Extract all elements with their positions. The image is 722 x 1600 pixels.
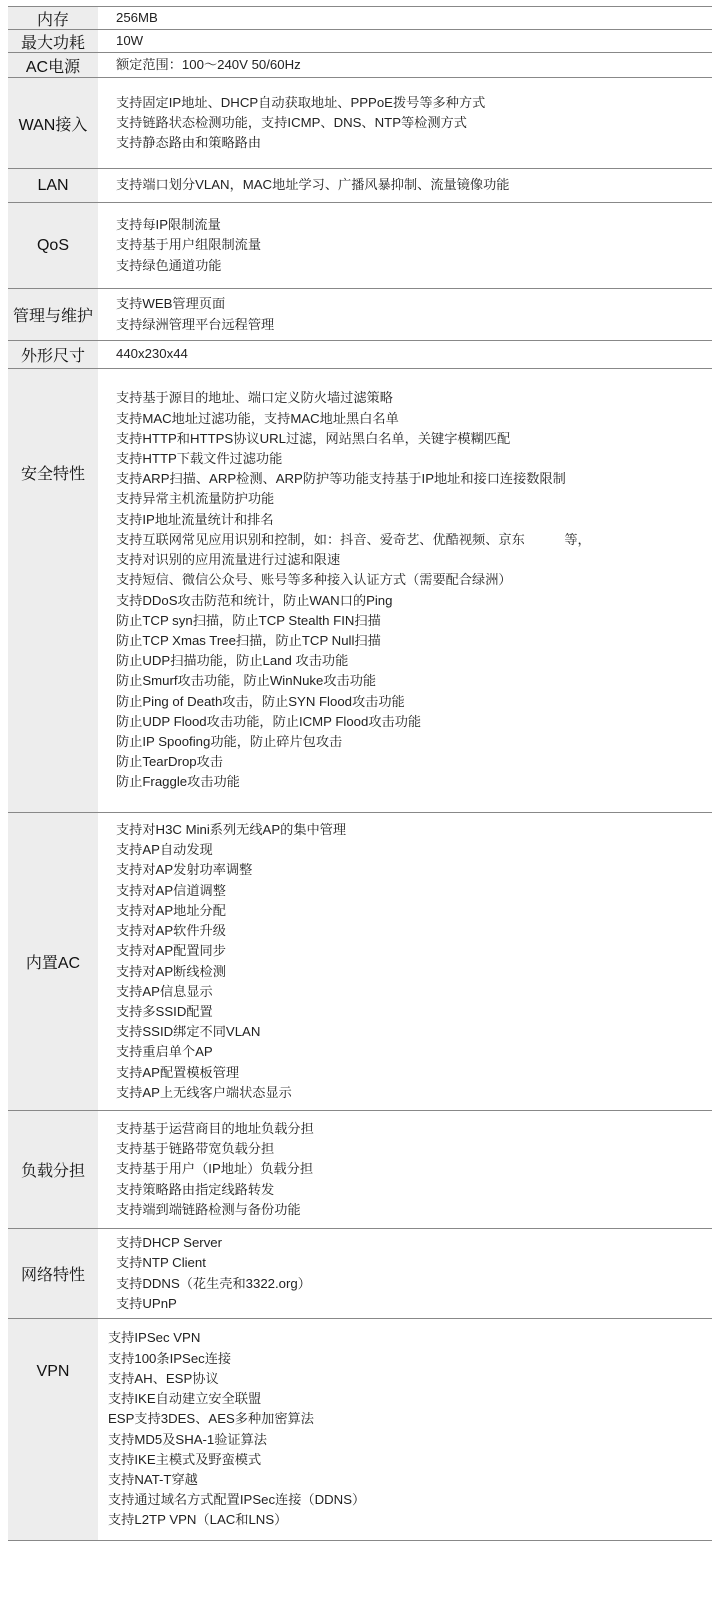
value-line: 支持IKE自动建立安全联盟 <box>108 1391 262 1407</box>
row-label: 负载分担 <box>8 1111 98 1228</box>
value-line: 支持MAC地址过滤功能，支持MAC地址黑白名单 <box>116 410 399 426</box>
value-line: 支持NTP Client <box>116 1255 206 1271</box>
value-line: 支持多SSID配置 <box>116 1003 213 1019</box>
table-top-edge <box>8 0 712 7</box>
value-line: 防止TCP Xmas Tree扫描，防止TCP Null扫描 <box>116 632 381 648</box>
row-label: 外形尺寸 <box>8 341 98 368</box>
value-line: 防止TearDrop攻击 <box>116 754 223 770</box>
value-line: 支持DDoS攻击防范和统计，防止WAN口的Ping <box>116 592 393 608</box>
value-line: 支持对AP配置同步 <box>116 943 226 959</box>
row-value <box>98 341 712 368</box>
row-value <box>98 1111 712 1228</box>
value-line: 支持AP自动发现 <box>116 842 213 858</box>
row-value <box>98 1319 712 1540</box>
table-row <box>8 1319 712 1541</box>
table-row <box>8 7 712 30</box>
table-row <box>8 369 712 813</box>
row-label: LAN <box>8 169 98 202</box>
value-line: 支持基于链路带宽负载分担 <box>116 1141 275 1157</box>
value-line: 支持对识别的应用流量进行过滤和限速 <box>116 552 341 568</box>
value-line: 支持HTTP和HTTPS协议URL过滤，网站黑白名单，关键字模糊匹配 <box>116 430 511 446</box>
value-line: 支持ARP扫描、ARP检测、ARP防护等功能支持基于IP地址和接口连接数限制 <box>116 471 566 487</box>
value-line: 支持异常主机流量防护功能 <box>116 491 275 507</box>
value-line: 防止IP Spoofing功能，防止碎片包攻击 <box>116 733 343 749</box>
table-row <box>8 289 712 341</box>
row-label: 最大功耗 <box>8 30 98 52</box>
value-line: 防止UDP扫描功能，防止Land 攻击功能 <box>116 653 349 669</box>
value-line: 支持IPSec VPN <box>108 1330 201 1346</box>
row-value <box>98 30 712 52</box>
value-line: 额定范围：100～240V 50/60Hz <box>116 56 301 72</box>
table-row <box>8 1111 712 1229</box>
value-line: 支持端到端链路检测与备份功能 <box>116 1201 301 1217</box>
value-line: 支持基于源目的地址、端口定义防火墙过滤策略 <box>116 390 393 406</box>
value-line: 防止Ping of Death攻击，防止SYN Flood攻击功能 <box>116 693 405 709</box>
value-line: 支持短信、微信公众号、账号等多种接入认证方式（需要配合绿洲） <box>116 572 512 588</box>
row-value <box>98 169 712 202</box>
row-label: QoS <box>8 203 98 288</box>
value-line: 防止Fraggle攻击功能 <box>116 774 240 790</box>
table-row <box>8 30 712 53</box>
row-label: 安全特性 <box>8 369 98 812</box>
value-line: 支持对AP断线检测 <box>116 963 226 979</box>
value-line: 支持每IP限制流量 <box>116 217 221 233</box>
row-value <box>98 53 712 77</box>
value-line: 支持对AP软件升级 <box>116 923 226 939</box>
value-line: 256MB <box>116 9 158 25</box>
value-line: 支持对AP地址分配 <box>116 902 226 918</box>
value-line: 支持绿色通道功能 <box>116 257 222 273</box>
row-label: 内置AC <box>8 813 98 1110</box>
value-line: 支持基于用户组限制流量 <box>116 237 262 253</box>
table-row <box>8 203 712 289</box>
row-value <box>98 289 712 340</box>
value-line: 支持AP信息显示 <box>116 983 213 999</box>
row-value <box>98 369 712 812</box>
value-line: 防止Smurf攻击功能，防止WinNuke攻击功能 <box>116 673 377 689</box>
value-line: 支持固定IP地址、DHCP自动获取地址、PPPoE拨号等多种方式 <box>116 94 486 110</box>
value-line: 支持链路状态检测功能，支持ICMP、DNS、NTP等检测方式 <box>116 114 467 130</box>
spec-table <box>8 0 712 1541</box>
value-line: 支持端口划分VLAN，MAC地址学习、广播风暴抑制、流量镜像功能 <box>116 177 510 193</box>
table-row <box>8 169 712 203</box>
value-line: 支持IKE主模式及野蛮模式 <box>108 1451 262 1467</box>
value-line: 防止TCP syn扫描，防止TCP Stealth FIN扫描 <box>116 612 381 628</box>
value-line: 支持互联网常见应用识别和控制，如：抖音、爱奇艺、优酷视频、京东 等， <box>116 531 591 547</box>
value-line: 10W <box>116 32 144 48</box>
value-line: 支持AP上无线客户端状态显示 <box>116 1084 292 1100</box>
value-line: 支持策略路由指定线路转发 <box>116 1181 275 1197</box>
value-line: 支持HTTP下载文件过滤功能 <box>116 451 283 467</box>
value-line: 支持100条IPSec连接 <box>108 1350 232 1366</box>
row-label: AC电源 <box>8 53 98 77</box>
value-line: 支持基于用户（IP地址）负载分担 <box>116 1161 314 1177</box>
row-value <box>98 78 712 168</box>
value-line: 支持通过域名方式配置IPSec连接（DDNS） <box>108 1492 366 1508</box>
value-line: 支持静态路由和策略路由 <box>116 135 262 151</box>
value-line: 支持绿洲管理平台远程管理 <box>116 316 275 332</box>
value-line: ESP支持3DES、AES多种加密算法 <box>108 1411 314 1427</box>
value-line: 支持L2TP VPN（LAC和LNS） <box>108 1512 288 1528</box>
value-line: 支持UPnP <box>116 1295 177 1311</box>
row-label: 网络特性 <box>8 1229 98 1318</box>
value-line: 440x230x44 <box>116 346 188 362</box>
value-line: 防止UDP Flood攻击功能，防止ICMP Flood攻击功能 <box>116 713 422 729</box>
table-row <box>8 813 712 1111</box>
value-line: 支持MD5及SHA-1验证算法 <box>108 1431 267 1447</box>
row-value <box>98 813 712 1110</box>
row-label: VPN <box>8 1319 98 1540</box>
table-row <box>8 1229 712 1319</box>
value-line: 支持AP配置模板管理 <box>116 1064 240 1080</box>
row-value <box>98 1229 712 1318</box>
value-line: 支持IP地址流量统计和排名 <box>116 511 274 527</box>
value-line: 支持AH、ESP协议 <box>108 1370 219 1386</box>
row-label: 管理与维护 <box>8 289 98 340</box>
value-line: 支持NAT-T穿越 <box>108 1471 198 1487</box>
value-line: 支持对AP发射功率调整 <box>116 862 253 878</box>
value-line: 支持WEB管理页面 <box>116 296 226 312</box>
table-row <box>8 78 712 169</box>
value-line: 支持对AP信道调整 <box>116 882 226 898</box>
row-label: WAN接入 <box>8 78 98 168</box>
row-value <box>98 203 712 288</box>
table-row <box>8 341 712 369</box>
value-line: 支持基于运营商目的地址负载分担 <box>116 1120 314 1136</box>
value-line: 支持DHCP Server <box>116 1235 223 1251</box>
value-line: 支持SSID绑定不同VLAN <box>116 1024 261 1040</box>
value-line: 支持DDNS（花生壳和3322.org） <box>116 1275 311 1291</box>
table-row <box>8 53 712 78</box>
value-line: 支持对H3C Mini系列无线AP的集中管理 <box>116 822 347 838</box>
row-value <box>98 7 712 29</box>
row-label: 内存 <box>8 7 98 29</box>
value-line: 支持重启单个AP <box>116 1044 213 1060</box>
